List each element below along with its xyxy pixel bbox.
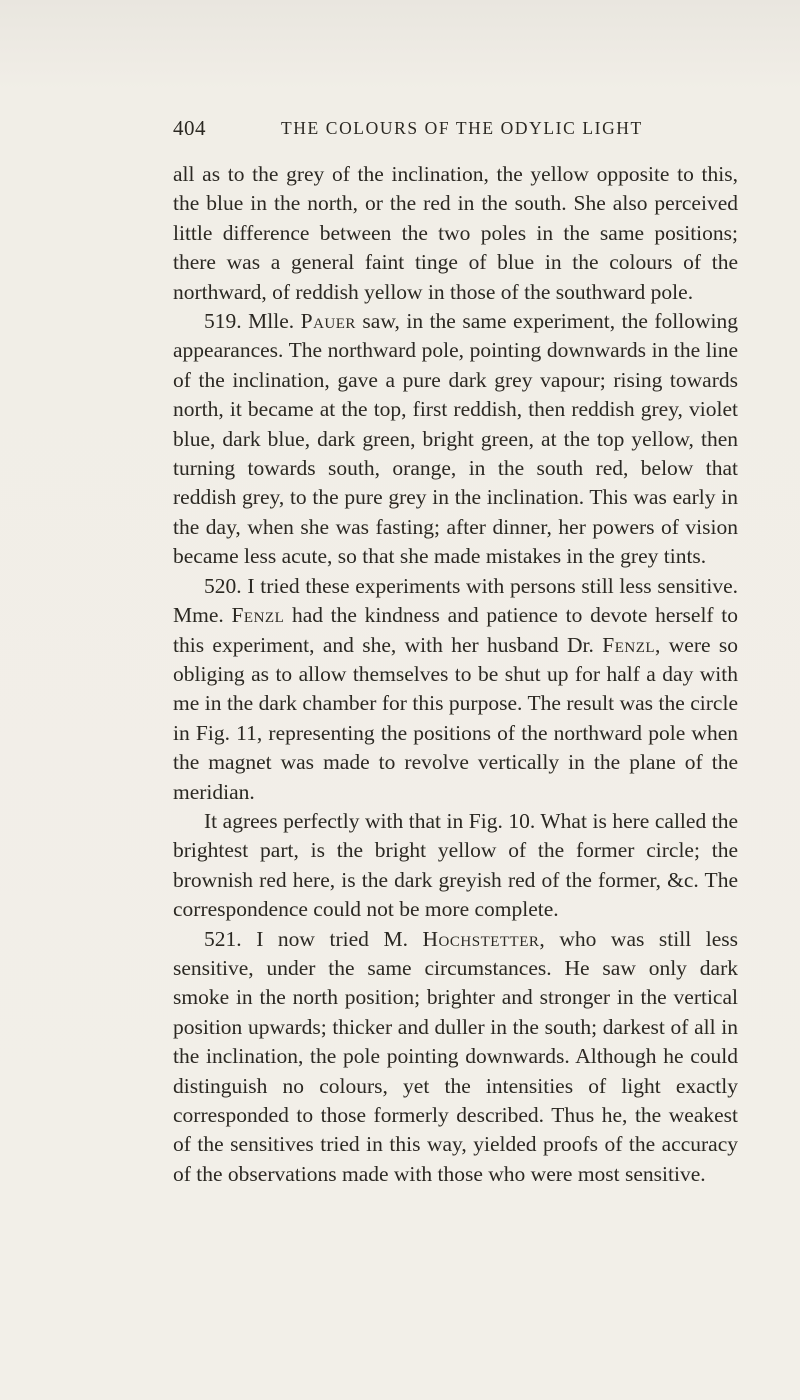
paragraph-text: had the kindness and patience to devote herself to this experiment, and she, with her husband Dr.	[173, 603, 738, 657]
paragraph-521	[173, 925, 738, 1190]
paragraph-text: 520. I tried these experiments with persons still less sensitive. Mme.	[173, 573, 738, 628]
paragraph-519	[173, 307, 738, 572]
person-name: Pauer	[300, 309, 356, 334]
paragraph-text: saw, in the same experiment, the following appearances. The northward pole, pointing downwards in the line of the inclination, gave a pure dark grey vapour; rising towards north, it became at the top, first reddish, then reddish grey, violet blue, dark blue, dark green, bright green, at the top yellow, then turning towards south, orange, in the south red, below that reddish grey, to the pure grey in the inclination. This was early in the day, when she was fasting; after dinner, her powers of vision became less acute, so that she made mistakes in the grey tints.	[173, 309, 738, 569]
paragraph-continuation: all as to the grey of the inclination, the yellow opposite to this, the blue in the north, or the red in the south. She also perceived little difference between the two poles in the same positions; there was a general faint tinge of blue in the colours of the northward, of reddish yellow in those of the southward pole.	[173, 162, 738, 304]
person-name: Fenzl	[231, 603, 285, 628]
body-text	[173, 160, 738, 1189]
page-number: 404	[173, 116, 206, 140]
page-header	[173, 116, 738, 142]
person-name: Hochstetter	[422, 926, 540, 951]
running-head: THE COLOURS OF THE ODYLIC LIGHT	[281, 118, 643, 138]
paragraph-text: 519. Mlle.	[204, 309, 301, 334]
paragraph-text: 521. I now tried M.	[204, 926, 423, 951]
paragraph-520	[173, 572, 738, 807]
paragraph-text: , were so obliging as to allow themselves to be shut up for half a day with me in the dark chamber for this purpose. The result was the circle in Fig. 11, representing the positions of the northward pole when the magnet was made to revolve vertically in the plane of the meridian.	[173, 632, 738, 804]
paragraph-fig-10: It agrees perfectly with that in Fig. 10. What is here called the brightest part, is the bright yellow of the former circle; the brownish red here, is the dark greyish red of the former, &c. The correspondence could not be more complete.	[173, 808, 738, 922]
person-name: Fenzl	[602, 632, 656, 657]
paragraph-text: , who was still less sensitive, under the same circumstances. He saw only dark smoke in the north position; brighter and stronger in the vertical position upwards; thicker and duller in the south; darkest of all in the inclination, the pole pointing downwards. Although he could distinguish no colours, yet the intensities of light exactly corresponded to those formerly described. Thus he, the weakest of the sensitives tried in this way, yielded proofs of the accuracy of the observations made with those who were most sensitive.	[173, 926, 738, 1186]
